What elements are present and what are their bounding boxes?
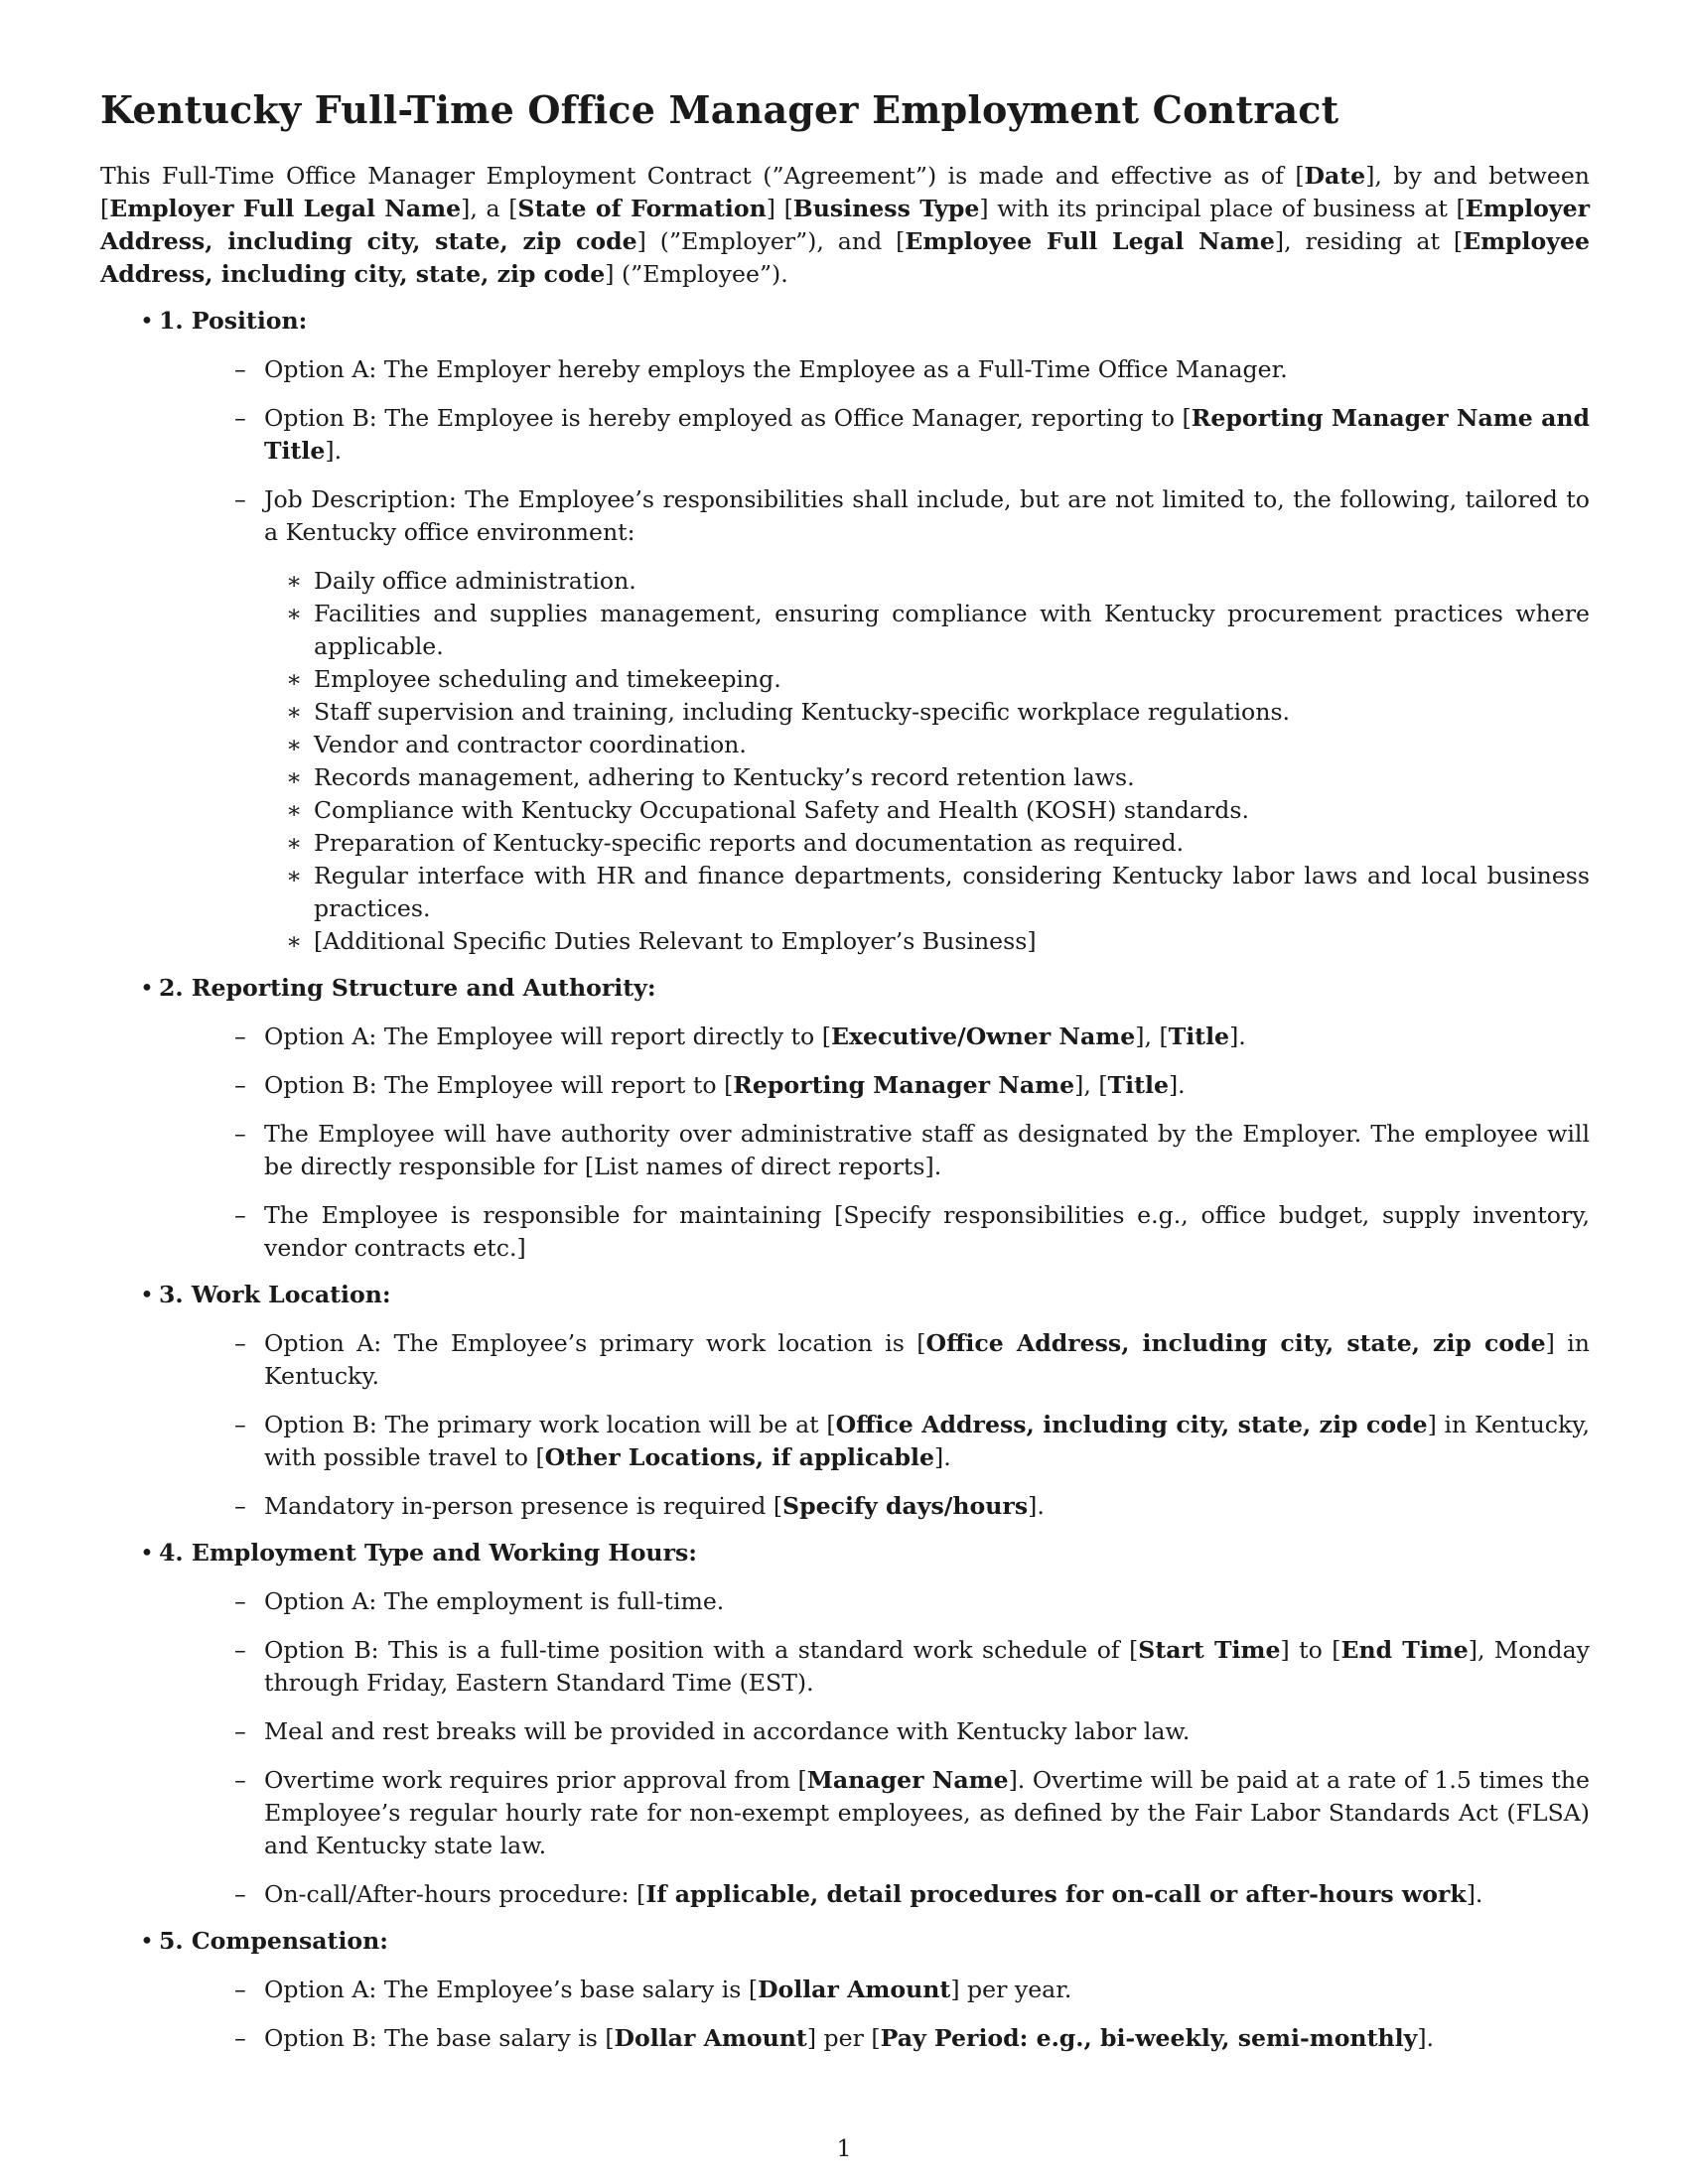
placeholder-field: Date <box>1304 162 1366 190</box>
placeholder-field: Employer Full Legal Name <box>109 195 462 222</box>
section-heading: 1. Position: <box>159 307 308 335</box>
section-heading: 5. Compensation: <box>159 1927 389 1955</box>
placeholder-field: Employee Address, including city, state, zip code <box>100 227 1590 288</box>
option-item <box>234 1327 1590 1393</box>
text-run: Option A: The Employee’s base salary is [ <box>264 1976 759 2003</box>
placeholder-field: Employee Full Legal Name <box>905 227 1275 255</box>
section-options <box>207 1585 1590 1911</box>
dash-icon: – <box>234 404 246 432</box>
bullet-icon: • <box>140 1281 154 1308</box>
duty-text: Records management, adhering to Kentucky’s record retention laws. <box>314 763 1135 791</box>
placeholder-field: Manager Name <box>806 1766 1009 1794</box>
dash-icon: – <box>234 1492 246 1520</box>
duty-item <box>286 794 1590 827</box>
dash-icon: – <box>234 1329 246 1357</box>
asterisk-icon: ∗ <box>286 665 303 693</box>
text-run: Option A: The Employer hereby employs the Employee as a Full-Time Office Manager. <box>264 355 1288 383</box>
placeholder-field: Business Type <box>792 195 980 222</box>
duty-text: Staff supervision and training, including Kentucky-specific workplace regulations. <box>314 698 1291 726</box>
text-run: ]. <box>1466 1880 1483 1908</box>
asterisk-icon: ∗ <box>286 829 303 857</box>
option-item <box>234 1118 1590 1183</box>
text-run: Meal and rest breaks will be provided in accordance with Kentucky labor law. <box>264 1717 1191 1745</box>
text-run: ], residing at [ <box>1274 227 1464 255</box>
placeholder-field: Reporting Manager Name and Title <box>264 404 1591 465</box>
section-item <box>100 1279 1590 1523</box>
text-run: Option B: The base salary is [ <box>264 2024 615 2052</box>
section-options <box>207 1327 1590 1523</box>
text-run: ] [ <box>766 195 793 222</box>
dash-icon: – <box>234 1880 246 1908</box>
text-run: ] per year. <box>950 1976 1072 2003</box>
duty-text: Employee scheduling and timekeeping. <box>314 665 781 693</box>
text-run: ] with its principal place of business at [ <box>979 195 1466 222</box>
text-run: ], by and between [ <box>100 162 1590 222</box>
placeholder-field: Specify days/hours <box>782 1492 1029 1520</box>
text-run: Option B: The Employee is hereby employed as Office Manager, reporting to [ <box>264 404 1192 432</box>
duty-item <box>286 925 1590 958</box>
dash-icon: – <box>234 355 246 383</box>
placeholder-field: Office Address, including city, state, zip code <box>925 1329 1546 1357</box>
section-heading: 2. Reporting Structure and Authority: <box>159 974 656 1002</box>
text-run: ]. <box>1229 1023 1246 1050</box>
placeholder-field: Start Time <box>1138 1636 1281 1664</box>
option-item <box>234 1764 1591 1862</box>
text-run: Option A: The employment is full-time. <box>264 1587 725 1615</box>
asterisk-icon: ∗ <box>286 731 303 758</box>
sections-list <box>100 305 1590 2055</box>
duty-item <box>286 860 1590 925</box>
section-item <box>100 972 1590 1265</box>
bullet-icon: • <box>140 307 154 335</box>
duty-item <box>286 761 1590 794</box>
bullet-icon: • <box>140 974 154 1002</box>
placeholder-field: Title <box>1168 1023 1230 1050</box>
option-item <box>234 1021 1590 1053</box>
section-options <box>207 1021 1590 1265</box>
duty-item <box>286 663 1590 696</box>
asterisk-icon: ∗ <box>286 927 303 955</box>
asterisk-icon: ∗ <box>286 600 303 627</box>
bullet-icon: • <box>140 1539 154 1567</box>
placeholder-field: Reporting Manager Name <box>733 1071 1075 1099</box>
asterisk-icon: ∗ <box>286 763 303 791</box>
text-run: Overtime work requires prior approval from [ <box>264 1766 807 1794</box>
duty-text: Daily office administration. <box>314 567 636 595</box>
placeholder-field: Dollar Amount <box>614 2024 807 2052</box>
intro-paragraph <box>100 160 1590 291</box>
text-run: Option A: The Employee’s primary work location is [ <box>264 1329 926 1357</box>
option-item <box>234 483 1590 958</box>
text-run: ], [ <box>1074 1071 1108 1099</box>
option-item <box>234 1069 1590 1102</box>
option-item <box>234 1585 1590 1618</box>
option-item <box>234 2022 1590 2055</box>
asterisk-icon: ∗ <box>286 698 303 726</box>
duty-text: Vendor and contractor coordination. <box>314 731 747 758</box>
placeholder-field: If applicable, detail procedures for on-call or after-hours work <box>645 1880 1467 1908</box>
section-heading: 3. Work Location: <box>159 1281 391 1308</box>
dash-icon: – <box>234 1636 246 1664</box>
duty-item <box>286 598 1590 663</box>
text-run: ]. Overtime will be paid at a rate of 1.5 times the Employee’s regular hourly rate for non-exempt employees, as defined by the Fair Labor Standards Act (FLSA) and Kentucky state law. <box>264 1766 1591 1859</box>
text-run: ] in Kentucky. <box>264 1329 1590 1390</box>
section-heading: 4. Employment Type and Working Hours: <box>159 1539 698 1567</box>
text-run: ] per [ <box>806 2024 881 2052</box>
option-item <box>234 1409 1591 1474</box>
dash-icon: – <box>234 1411 246 1438</box>
dash-icon: – <box>234 1976 246 2003</box>
placeholder-field: Employer Address, including city, state, zip code <box>100 195 1591 255</box>
dash-icon: – <box>234 1120 246 1148</box>
placeholder-field: Title <box>1107 1071 1169 1099</box>
text-run: Job Description: The Employee’s responsibilities shall include, but are not limited to, the following, tailored to a Kentucky office environment: <box>264 485 1590 546</box>
text-run: ], Monday through Friday, Eastern Standard Time (EST). <box>264 1636 1590 1697</box>
section-options <box>207 1974 1590 2055</box>
asterisk-icon: ∗ <box>286 862 303 889</box>
text-run: ] (”Employee”). <box>605 260 788 288</box>
duty-text: Regular interface with HR and finance departments, considering Kentucky labor laws and local business practices. <box>314 862 1590 922</box>
placeholder-field: Office Address, including city, state, zip code <box>835 1411 1428 1438</box>
section-item <box>100 1925 1590 2055</box>
dash-icon: – <box>234 1766 246 1794</box>
placeholder-field: Pay Period: e.g., bi-weekly, semi-monthly <box>880 2024 1418 2052</box>
dash-icon: – <box>234 1717 246 1745</box>
text-run: ]. <box>1028 1492 1045 1520</box>
text-run: ]. <box>325 437 343 465</box>
duty-item <box>286 565 1590 598</box>
placeholder-field: Dollar Amount <box>758 1976 951 2003</box>
option-item <box>234 1490 1590 1523</box>
placeholder-field: State of Formation <box>517 195 767 222</box>
dash-icon: – <box>234 1071 246 1099</box>
dash-icon: – <box>234 2024 246 2052</box>
text-run: ], a [ <box>461 195 518 222</box>
text-run: ]. <box>1168 1071 1186 1099</box>
section-options <box>207 353 1590 958</box>
asterisk-icon: ∗ <box>286 567 303 595</box>
text-run: ]. <box>934 1443 951 1471</box>
duties-list <box>264 565 1590 958</box>
text-run: On-call/After-hours procedure: [ <box>264 1880 646 1908</box>
duty-item <box>286 827 1590 860</box>
option-item <box>234 1715 1590 1748</box>
placeholder-field: Other Locations, if applicable <box>544 1443 935 1471</box>
option-item <box>234 1878 1590 1911</box>
dash-icon: – <box>234 1587 246 1615</box>
text-run: Option A: The Employee will report directly to [ <box>264 1023 831 1050</box>
option-item <box>234 1199 1590 1265</box>
text-run: ] in Kentucky, with possible travel to [ <box>264 1411 1591 1471</box>
option-item <box>234 402 1591 468</box>
duty-text: [Additional Specific Duties Relevant to Employer’s Business] <box>314 927 1037 955</box>
asterisk-icon: ∗ <box>286 796 303 824</box>
option-item <box>234 1974 1590 2006</box>
duty-item <box>286 729 1590 761</box>
text-run: Option B: The Employee will report to [ <box>264 1071 734 1099</box>
page-number: 1 <box>836 2134 852 2162</box>
dash-icon: – <box>234 485 246 513</box>
text-run: The Employee is responsible for maintaining [Specify responsibilities e.g., office budget, supply inventory, vendor contracts etc.] <box>264 1201 1590 1262</box>
text-run: ]. <box>1417 2024 1435 2052</box>
option-item <box>234 353 1590 386</box>
text-run: Mandatory in-person presence is required [ <box>264 1492 783 1520</box>
text-run: Option B: The primary work location will be at [ <box>264 1411 836 1438</box>
duty-text: Preparation of Kentucky-specific reports and documentation as required. <box>314 829 1185 857</box>
text-run: This Full-Time Office Manager Employment Contract (”Agreement”) is made and effective as of [ <box>100 162 1305 190</box>
text-run: The Employee will have authority over administrative staff as designated by the Employer. The employee will be directly responsible for [List names of direct reports]. <box>264 1120 1590 1180</box>
option-item <box>234 1634 1590 1700</box>
duty-text: Compliance with Kentucky Occupational Safety and Health (KOSH) standards. <box>314 796 1249 824</box>
duty-text: Facilities and supplies management, ensuring compliance with Kentucky procurement practices where applicable. <box>314 600 1590 660</box>
duty-item <box>286 696 1590 729</box>
bullet-icon: • <box>140 1927 154 1955</box>
text-run: ] (”Employer”), and [ <box>636 227 906 255</box>
placeholder-field: Executive/Owner Name <box>830 1023 1136 1050</box>
text-run: ] to [ <box>1280 1636 1341 1664</box>
text-run: ], [ <box>1135 1023 1169 1050</box>
section-item <box>100 305 1590 958</box>
text-run: Option B: This is a full-time position with a standard work schedule of [ <box>264 1636 1139 1664</box>
document-title: Kentucky Full-Time Office Manager Employment Contract <box>100 87 1339 132</box>
document-page <box>100 87 1590 2055</box>
section-item <box>100 1537 1590 1911</box>
dash-icon: – <box>234 1023 246 1050</box>
placeholder-field: End Time <box>1340 1636 1469 1664</box>
dash-icon: – <box>234 1201 246 1229</box>
